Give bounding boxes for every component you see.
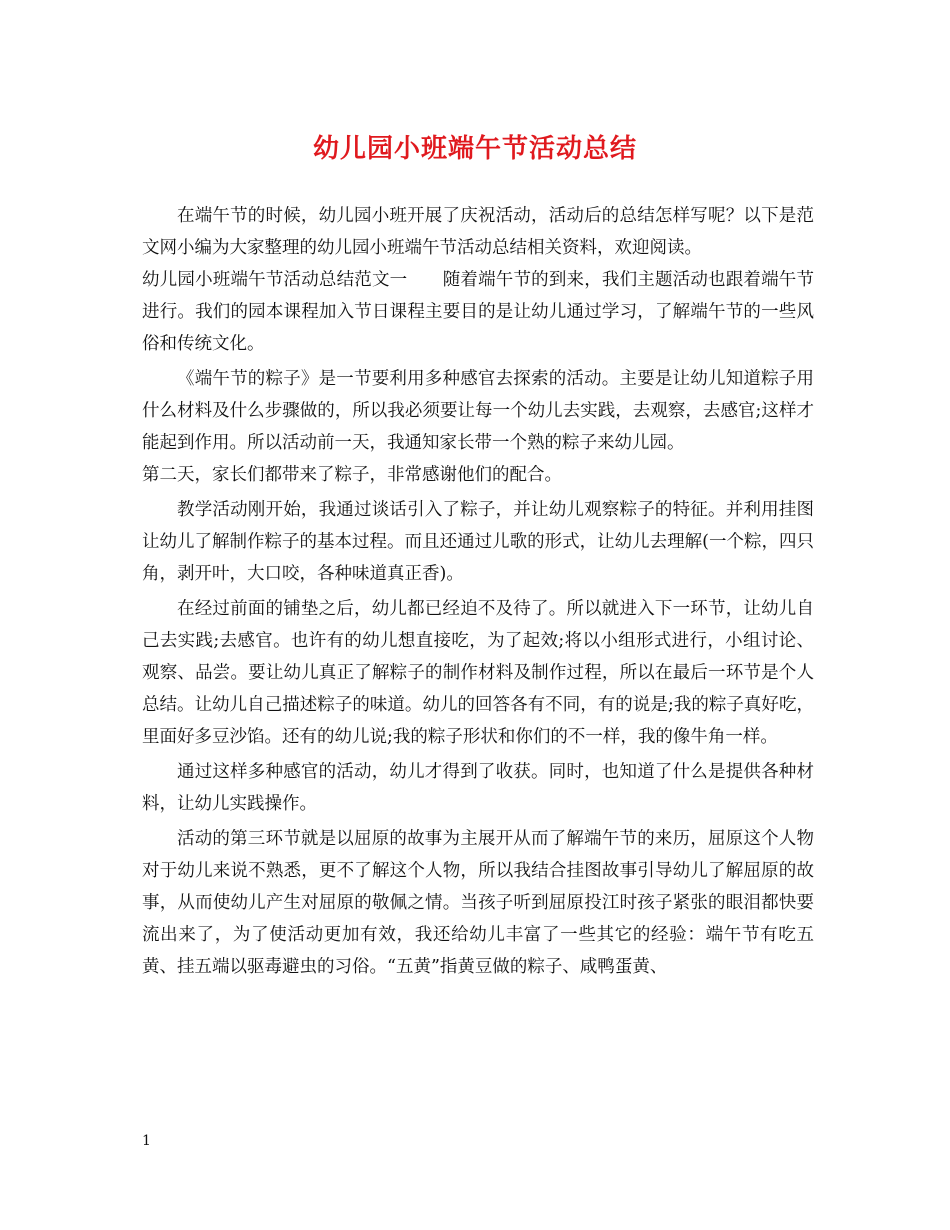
paragraph-harvest: 通过这样多种感官的活动，幼儿才得到了收获。同时，也知道了什么是提供各种材料，让幼儿实践操作。: [142, 762, 814, 814]
paragraph-quyuan-story: 活动的第三环节就是以屈原的故事为主展开从而了解端午节的来历，屈原这个人物对于幼儿来说不熟悉，更不了解这个人物，所以我结合挂图故事引导幼儿了解屈原的故事，从而使幼儿产生对屈原的敬佩之情。当孩子听到屈原投江时孩子紧张的眼泪都快要流出来了，为了使活动更加有效，我还给幼儿丰富了一些其它的经验：端午节有吃五黄、挂五端以驱毒避虫的习俗。“五黄”指黄豆做的粽子、咸鸭蛋黄、: [142, 829, 814, 977]
paragraph-practice: 在经过前面的铺垫之后，幼儿都已经迫不及待了。所以就进入下一环节，让幼儿自己去实践;去感官。也许有的幼儿想直接吃，为了起效;将以小组形式进行，小组讨论、观察、品尝。要让幼儿真正了解粽子的制作材料及制作过程，所以在最后一环节是个人总结。让幼儿自己描述粽子的味道。幼儿的回答各有不同，有的说是;我的粽子真好吃，里面好多豆沙馅。还有的幼儿说;我的粽子形状和你们的不一样，我的像牛角一样。: [142, 599, 814, 747]
document-body: [142, 200, 814, 983]
page-title: 幼儿园小班端午节活动总结: [312, 134, 637, 164]
paragraph-teaching-start: 教学活动刚开始，我通过谈话引入了粽子，并让幼儿观察粽子的特征。并利用挂图让幼儿了解制作粽子的基本过程。而且还通过儿歌的形式，让幼儿去理解(一个粽，四只角，剥开叶，大口咬，各种味道真正香)。: [142, 500, 814, 584]
paragraph-parents-thanks: 第二天，家长们都带来了粽子，非常感谢他们的配合。: [142, 465, 562, 485]
paragraph-sample-heading: 幼儿园小班端午节活动总结范文一 随着端午节的到来，我们主题活动也跟着端午节进行。我们的园本课程加入节日课程主要目的是让幼儿通过学习，了解端午节的一些风俗和传统文化。: [142, 270, 814, 354]
paragraph-intro: 在端午节的时候，幼儿园小班开展了庆祝活动，活动后的总结怎样写呢？以下是范文网小编为大家整理的幼儿园小班端午节活动总结相关资料，欢迎阅读。: [142, 206, 814, 258]
paragraph-lesson-intro: 《端午节的粽子》是一节要利用多种感官去探索的活动。主要是让幼儿知道粽子用什么材料及什么步骤做的，所以我必须要让每一个幼儿去实践，去观察，去感官;这样才能起到作用。所以活动前一天，我通知家长带一个熟的粽子来幼儿园。: [142, 369, 814, 453]
page-number: 1: [142, 1133, 151, 1149]
